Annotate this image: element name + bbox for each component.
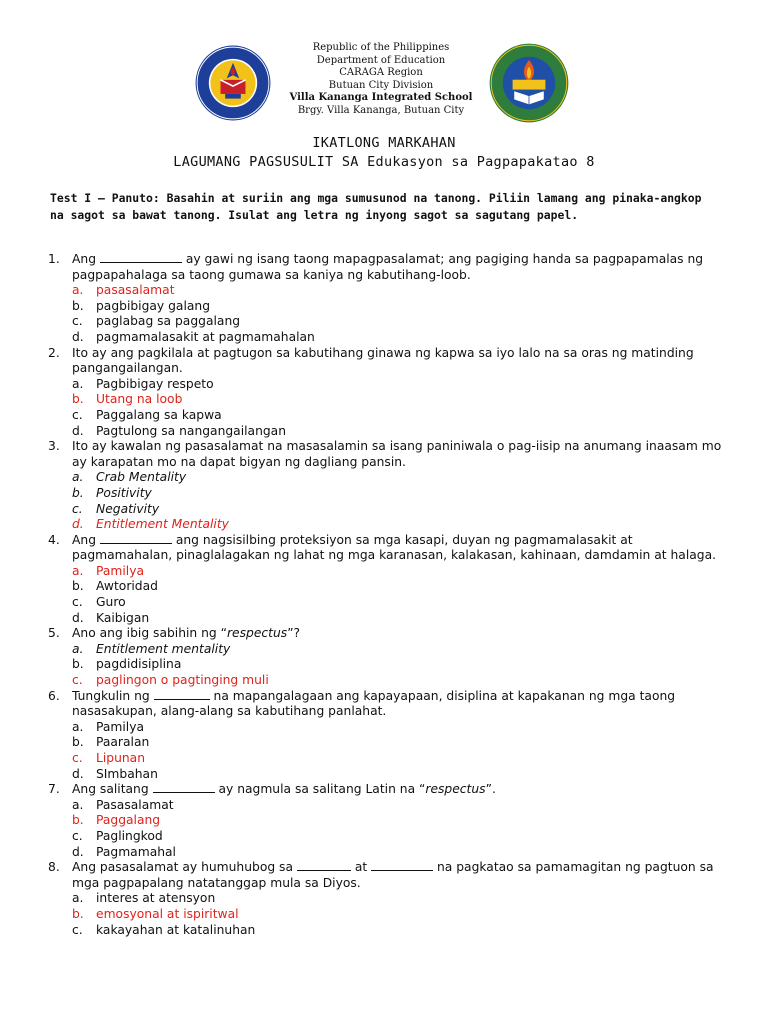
school-name: Villa Kananga Integrated School xyxy=(289,92,473,103)
answer-option xyxy=(72,564,728,580)
option-text: pagdidisiplina xyxy=(96,657,182,672)
answer-option xyxy=(72,283,728,299)
school-address: Brgy. Villa Kananga, Butuan City xyxy=(297,104,465,116)
option-text: Pamilya xyxy=(96,563,145,578)
answer-option xyxy=(72,392,728,408)
question-number: 1. xyxy=(48,252,60,266)
option-text: Crab Mentality xyxy=(96,470,187,485)
question-item xyxy=(48,626,728,642)
answer-option xyxy=(72,907,728,923)
option-text: emosyonal at ispiritwal xyxy=(96,906,239,921)
option-text: Pagbibigay respeto xyxy=(96,376,214,391)
option-text: kakayahan at katalinuhan xyxy=(96,922,256,937)
option-text: pagbibigay galang xyxy=(96,298,211,313)
question-number: 5. xyxy=(48,626,60,641)
question-text xyxy=(72,860,728,891)
question-text xyxy=(72,689,728,720)
option-text: paglingon o pagtinging muli xyxy=(96,673,269,688)
answer-option xyxy=(72,673,728,689)
question-item xyxy=(48,439,728,470)
option-letter: b. xyxy=(72,906,84,921)
option-text: Negativity xyxy=(96,501,160,516)
option-text: Paglingkod xyxy=(96,828,163,843)
question-text xyxy=(72,533,728,564)
answer-option xyxy=(72,923,728,939)
question-text xyxy=(72,252,728,283)
option-letter: d. xyxy=(72,610,84,625)
answer-option xyxy=(72,486,728,502)
question-item xyxy=(48,533,728,564)
option-text: Utang na loob xyxy=(96,392,183,407)
option-text: Kaibigan xyxy=(96,610,150,625)
question-text-part: Ang xyxy=(72,532,100,547)
answer-blank xyxy=(154,689,210,700)
option-letter: b. xyxy=(72,298,84,313)
header-line: Department of Education xyxy=(316,54,446,66)
answer-option xyxy=(72,642,728,658)
option-text: Positivity xyxy=(96,485,152,500)
option-letter: b. xyxy=(72,657,84,672)
header-line: Butuan City Division xyxy=(328,79,434,91)
answer-option xyxy=(72,314,728,330)
option-letter: c. xyxy=(72,595,83,610)
option-text: Pagtulong sa nangangailangan xyxy=(96,423,287,438)
option-letter: a. xyxy=(72,563,84,578)
question-text-part: ay gawi ng isang taong mapagpasalamat; ang pagiging handa sa pagpapamalas ng pagpapahalaga sa taong gumawa sa kaniya ng kabutihang-loob. xyxy=(72,252,704,282)
option-text: paglabag sa paggalang xyxy=(96,314,241,329)
question-text-part: Ang xyxy=(72,252,100,266)
option-text: Entitlement mentality xyxy=(96,641,231,656)
answer-blank xyxy=(371,860,433,871)
option-letter: d. xyxy=(72,766,84,781)
answer-option xyxy=(72,813,728,829)
answer-option xyxy=(72,517,728,533)
question-text-part: Ang pasasalamat ay humuhubog sa xyxy=(72,860,297,875)
option-text: SImbahan xyxy=(96,766,158,781)
question-text-part: Ano ang ibig sabihin ng “ xyxy=(72,626,227,641)
question-text-part: ”? xyxy=(287,626,301,641)
answer-option xyxy=(72,798,728,814)
question-text-part: ang nagsisilbing proteksiyon sa mga kasapi, duyan ng pagmamalasakit at pagmamahalan, pinaglalagakan ng lahat ng mga karanasan, kalakasan, kahinaan, damdamin at halaga. xyxy=(72,532,717,563)
option-letter: d. xyxy=(72,329,84,344)
question-text-part: Ang salitang xyxy=(72,782,153,797)
option-letter: a. xyxy=(72,470,84,485)
answer-option xyxy=(72,470,728,486)
answer-option xyxy=(72,720,728,736)
option-letter: b. xyxy=(72,392,84,407)
question-number: 2. xyxy=(48,345,60,360)
answer-option xyxy=(72,751,728,767)
option-letter: c. xyxy=(72,828,83,843)
option-text: Entitlement Mentality xyxy=(96,517,229,532)
answer-option xyxy=(72,299,728,315)
question-number: 7. xyxy=(48,782,60,797)
exam-title xyxy=(0,134,768,172)
header-line: CARAGA Region xyxy=(339,67,423,78)
test-title: LAGUMANG PAGSUSULIT SA Edukasyon sa Pagpapakatao 8 xyxy=(173,154,595,170)
option-letter: c. xyxy=(72,407,83,422)
option-text: Pasasalamat xyxy=(96,797,174,812)
option-letter: d. xyxy=(72,844,84,859)
option-letter: a. xyxy=(72,797,84,812)
answer-option xyxy=(72,657,728,673)
question-text xyxy=(72,346,728,377)
question-text-part: ay nagmula sa salitang Latin na “ xyxy=(214,782,426,797)
deped-seal-icon xyxy=(194,44,272,122)
question-text-part: Ito ay kawalan ng pasasalamat na masasalamin sa isang paniniwala o pag-iisip na anumang inaasam mo ay karapatan mo na dapat bigyan ng dagliang pansin. xyxy=(72,439,722,469)
question-number: 4. xyxy=(48,532,60,547)
question-text xyxy=(72,782,728,798)
answer-option xyxy=(72,502,728,518)
option-text: Guro xyxy=(96,595,126,610)
question-text-part: Ito ay ang pagkilala at pagtugon sa kabutihang ginawa ng kapwa sa iyo lalo na sa oras ng matinding pangangailangan. xyxy=(72,345,694,376)
option-text: Awtoridad xyxy=(96,579,158,594)
option-text: Paggalang xyxy=(96,813,161,828)
option-letter: a. xyxy=(72,283,84,298)
answer-blank xyxy=(100,252,182,263)
question-item xyxy=(48,252,728,283)
option-text: pagmamalasakit at pagmamahalan xyxy=(96,329,315,344)
option-letter: a. xyxy=(72,719,84,734)
option-letter: c. xyxy=(72,673,83,688)
option-letter: c. xyxy=(72,501,83,516)
question-list xyxy=(48,252,728,938)
question-item xyxy=(48,689,728,720)
option-text: pasasalamat xyxy=(96,283,175,298)
option-letter: d. xyxy=(72,517,84,532)
question-text-part: at xyxy=(350,860,372,875)
option-text: interes at atensyon xyxy=(96,891,216,906)
question-text-part: respectus xyxy=(425,782,486,797)
option-letter: b. xyxy=(72,485,84,500)
option-letter: a. xyxy=(72,376,84,391)
question-number: 6. xyxy=(48,688,60,703)
question-number: 3. xyxy=(48,439,60,454)
option-text: Lipunan xyxy=(96,751,145,765)
question-text-part: ”. xyxy=(485,782,496,797)
question-item xyxy=(48,860,728,891)
option-letter: a. xyxy=(72,891,84,906)
answer-option xyxy=(72,735,728,751)
question-item xyxy=(48,782,728,798)
answer-blank xyxy=(100,533,172,544)
option-letter: c. xyxy=(72,922,83,937)
question-text-part: na mapangalagaan ang kapayapaan, disiplina at kapakanan ng mga taong nasasakupan, alang-alang sa kabutihang panlahat. xyxy=(72,688,676,719)
school-seal-icon xyxy=(488,42,570,124)
option-text: Pamilya xyxy=(96,719,145,734)
answer-option xyxy=(72,845,728,861)
question-item xyxy=(48,346,728,377)
answer-option xyxy=(72,891,728,907)
document-header xyxy=(0,38,768,122)
answer-option xyxy=(72,611,728,627)
question-text-part: respectus xyxy=(227,626,288,641)
school-header-text xyxy=(270,42,492,117)
answer-blank xyxy=(153,782,215,793)
option-letter: b. xyxy=(72,813,84,828)
question-text-part: na pagkatao sa pamamagitan ng pagtuon sa mga pagpapalang natatanggap mula sa Diyos. xyxy=(72,860,714,890)
answer-option xyxy=(72,408,728,424)
test-instructions: Test I – Panuto: Basahin at suriin ang mga sumusunod na tanong. Piliin lamang ang pinaka-angkop na sagot sa bawat tanong. Isulat ang letra ng inyong sagot sa sagutang papel. xyxy=(50,191,702,222)
answer-option xyxy=(72,595,728,611)
quarter-title: IKATLONG MARKAHAN xyxy=(312,135,456,151)
option-text: Pagmamahal xyxy=(96,844,176,859)
option-letter: b. xyxy=(72,735,84,750)
option-letter: c. xyxy=(72,751,83,765)
option-text: Paggalang sa kapwa xyxy=(96,407,222,422)
answer-option xyxy=(72,424,728,440)
header-line: Republic of the Philippines xyxy=(312,42,450,53)
question-text-part: Tungkulin ng xyxy=(72,688,154,703)
answer-option xyxy=(72,330,728,346)
question-number: 8. xyxy=(48,860,60,875)
answer-option xyxy=(72,579,728,595)
option-text: Paaralan xyxy=(96,735,150,750)
option-letter: a. xyxy=(72,641,84,656)
option-letter: c. xyxy=(72,314,83,329)
option-letter: b. xyxy=(72,579,84,594)
answer-option xyxy=(72,377,728,393)
question-text xyxy=(72,439,728,470)
question-text xyxy=(72,626,728,642)
answer-blank xyxy=(297,860,351,871)
answer-option xyxy=(72,767,728,783)
answer-option xyxy=(72,829,728,845)
option-letter: d. xyxy=(72,423,84,438)
